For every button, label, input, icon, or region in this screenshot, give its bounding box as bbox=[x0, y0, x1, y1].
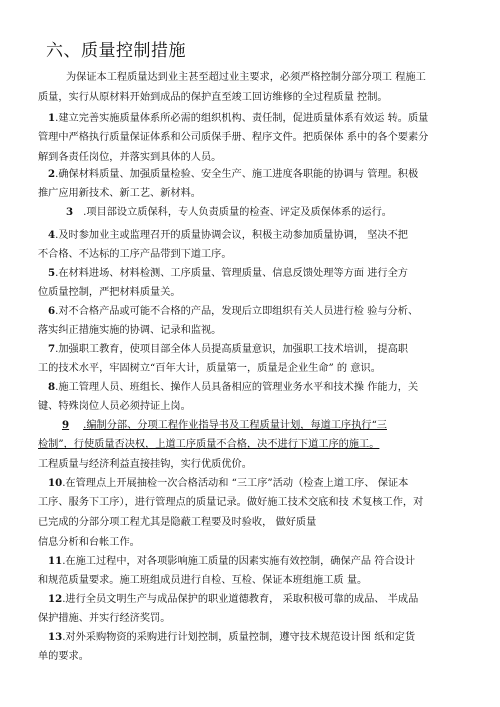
text-line: 工的技术水平，牢固树立“百年大计，质量第一，质量是企业生命” 的 意识。 bbox=[38, 363, 381, 374]
paragraph-item-4 bbox=[38, 225, 468, 265]
paragraph-item-7 bbox=[38, 339, 468, 379]
text-line: 不合格、不达标的工序产品带到下道工序。 bbox=[38, 249, 232, 260]
text-line: .在管理点上开展抽检一次合格活动和 “三工序”活动（检查上道工序、 保证本 bbox=[62, 478, 409, 489]
item-number: 11 bbox=[48, 555, 63, 567]
item-number: 3 bbox=[66, 206, 74, 218]
item-number: 12 bbox=[48, 593, 63, 605]
item-number: 5 bbox=[48, 267, 56, 279]
text-line: 为保证本工程质量达到业主甚至超过业主要求，必须严格控制分部分项工 程施工 bbox=[66, 72, 426, 83]
text-line: .对外采购物资的采购进行计划控制，质量控制，遵守技术规范设计图 纸和定货 bbox=[62, 632, 416, 643]
text-line: 工序、服务下工序），进行管理点的质量记录。做好施工技术交底和技 术复核工作，对 bbox=[38, 497, 424, 508]
text-line: 质量，实行从原材料开始到成品的保护直至竣工回访维修的全过程质量 控制。 bbox=[38, 92, 388, 103]
item-number: 4 bbox=[48, 229, 56, 241]
text-line: .及时参加业主或监理召开的质量协调会议，积极主动参加质量协调， 坚决不把 bbox=[55, 230, 408, 241]
paragraph-item-10 bbox=[38, 473, 468, 553]
text-line: .进行全员文明生产与成品保护的职业道德教育， 采取积极可靠的成品、 半成品 bbox=[62, 594, 419, 605]
item-number: 13 bbox=[48, 631, 63, 643]
text-line: .对不合格产品或可能不合格的产品，发现后立即组织有关人员进行检 验与分析、 bbox=[55, 306, 419, 317]
section-title: 六、质量控制措施 bbox=[46, 41, 186, 61]
text-line: 检制”，行使质量否决权，上道工序质量不合格，决不进行下道工序的施工。 bbox=[38, 439, 380, 450]
paragraph-item-1 bbox=[38, 108, 468, 168]
text-line: 键、特殊岗位人员必须持证上岗。 bbox=[38, 401, 191, 412]
text-line: 工程质量与经济利益直接挂钩，实行优质优价。 bbox=[38, 459, 252, 470]
paragraph-item-6 bbox=[38, 301, 468, 341]
item-number: 2 bbox=[48, 168, 56, 180]
paragraph-item-5 bbox=[38, 263, 468, 303]
text-line: .在材料进场、材料检测、工序质量、管理质量、信息反馈处理等方面 进行全方 bbox=[55, 268, 408, 279]
text-line: 单的要求。 bbox=[38, 651, 89, 662]
text-line: .编制分部、分项工程作业指导书及工程质量计划，每道工序执行“三 bbox=[83, 420, 387, 431]
text-line: 位质量控制，严把材料质量关。 bbox=[38, 287, 181, 298]
text-line: 保护措施、并实行经济奖罚。 bbox=[38, 613, 171, 624]
paragraph-item-12 bbox=[38, 589, 468, 629]
text-line: .施工管理人员、班组长、操作人员具备相应的管理业务水平和技术操 作能力，关 bbox=[55, 382, 419, 393]
text-line: 已完成的分部分项工程尤其是隐蔽工程要及时验收， 做好质量 bbox=[38, 517, 317, 528]
item-number: 1 bbox=[48, 112, 56, 124]
paragraph-item-3 bbox=[38, 202, 468, 222]
text-line: 解到各责任岗位，并落实到具体的人员。 bbox=[38, 152, 222, 163]
text-line: .确保材料质量、加强质量检验、安全生产、施工进度各职能的协调与 管理。积极 bbox=[55, 169, 419, 180]
item-number: 7 bbox=[48, 343, 56, 355]
text-line: .在施工过程中，对各项影响施工质量的因素实施有效控制，确保产品 符合设计 bbox=[62, 556, 416, 567]
text-line: .项目部设立质保科，专人负责质量的检查、评定及质保体系的运行。 bbox=[83, 207, 392, 218]
paragraph-item-8 bbox=[38, 377, 468, 417]
text-line: 推广应用新技术、新工艺、新材料。 bbox=[38, 188, 201, 199]
item-number: 8 bbox=[48, 381, 56, 393]
text-line: 管理中严格执行质量保证体系和公司质保手册、程序文件。把质保体 系中的各个要素分 bbox=[38, 132, 429, 143]
paragraph-item-2 bbox=[38, 164, 468, 204]
paragraph-item-11 bbox=[38, 551, 468, 591]
text-line: .加强职工教育，使项目部全体人员提高质量意识，加强职工技术培训， 提高职 bbox=[55, 344, 408, 355]
item-number: 10 bbox=[48, 477, 63, 489]
text-line: 落实纠正措施实施的协调、记录和监视。 bbox=[38, 325, 222, 336]
text-line: 信息分析和台帐工作。 bbox=[38, 537, 140, 548]
item-number: 6 bbox=[48, 305, 56, 317]
text-line: 和规范质量要求。施工班组成员进行自检、互检、保证本班组施工质 量。 bbox=[38, 575, 368, 586]
paragraph-item-13 bbox=[38, 627, 468, 667]
paragraph-intro bbox=[38, 68, 468, 108]
item-number: 9 bbox=[62, 419, 70, 431]
text-line: .建立完善实施质量体系所必需的组织机构、责任制，促进质量体系有效运 转。质量 bbox=[55, 113, 429, 124]
paragraph-item-9 bbox=[38, 415, 468, 475]
